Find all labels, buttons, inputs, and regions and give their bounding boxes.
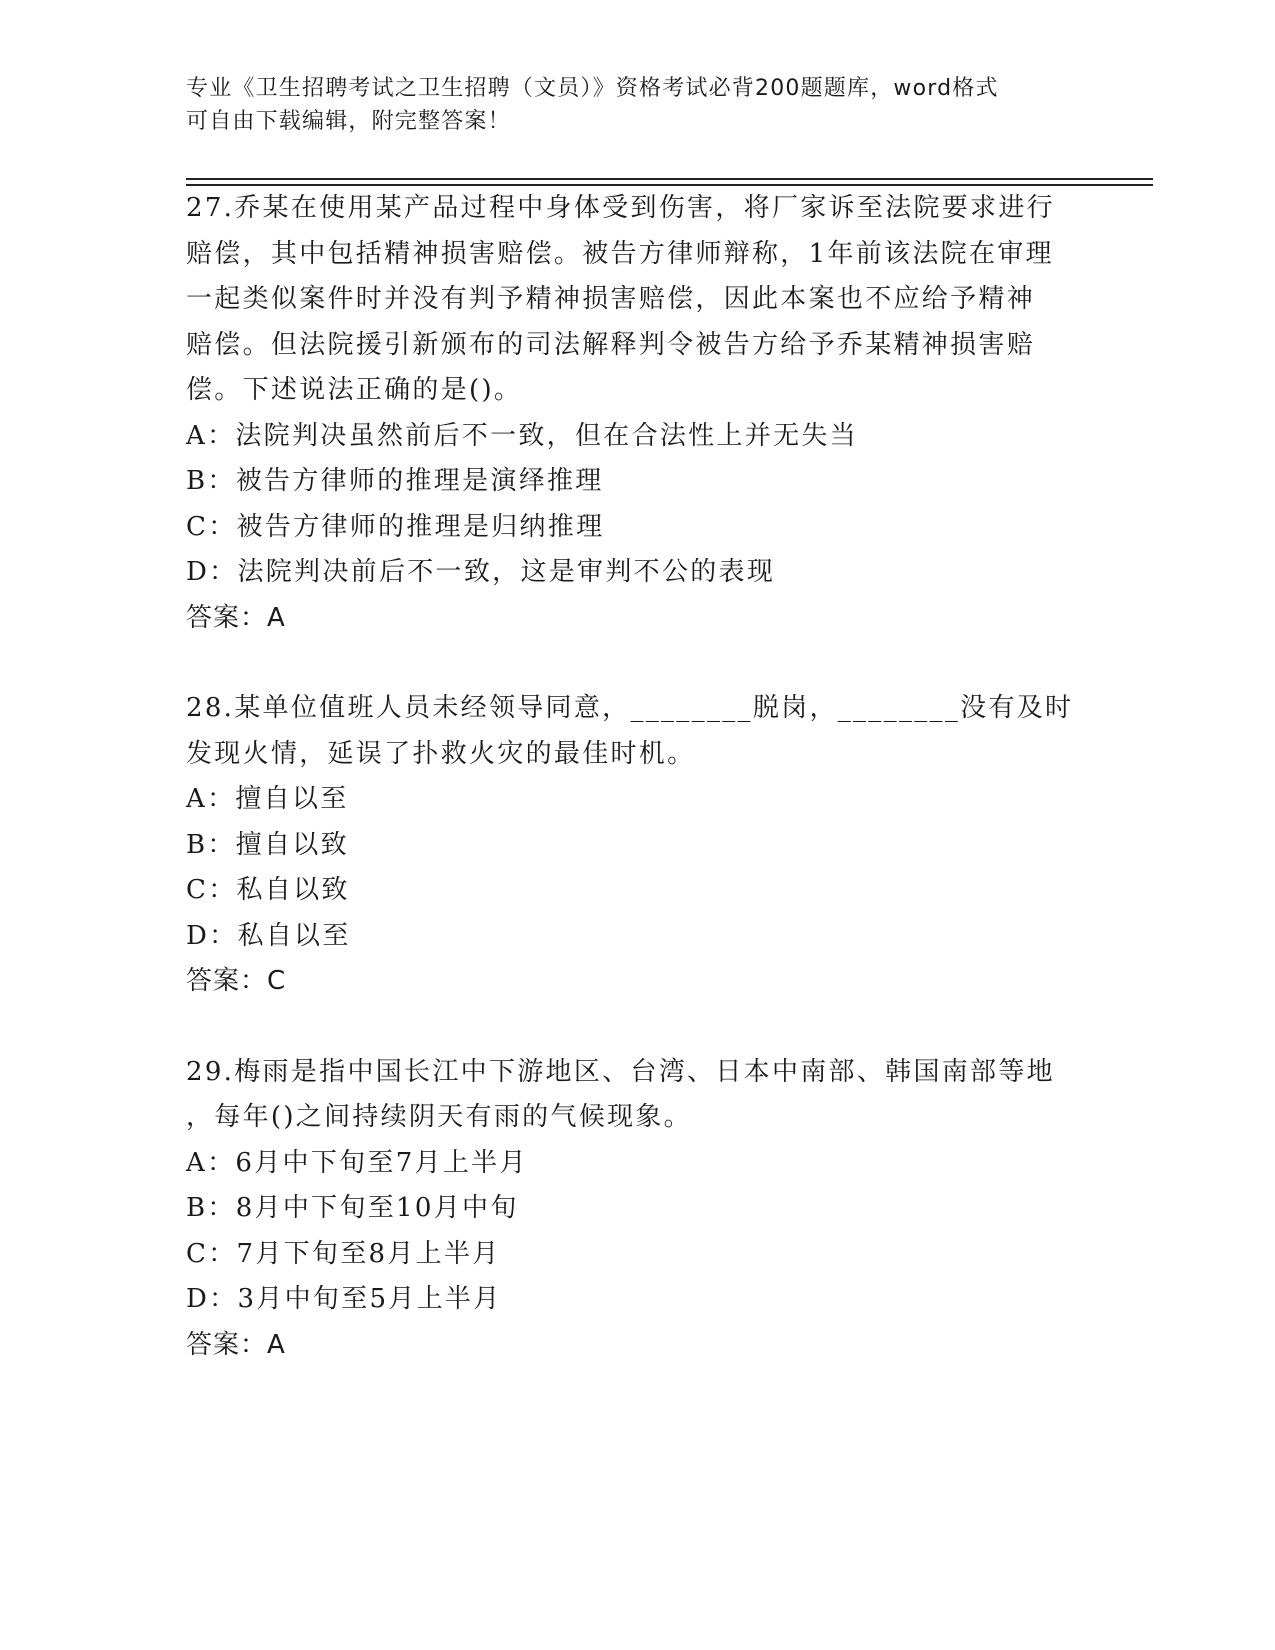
question-27 xyxy=(186,186,1086,641)
question-stem-line: 28.某单位值班人员未经领导同意，________脱岗，________没有及时 xyxy=(186,693,1074,723)
question-stem-line: ，每年()之间持续阴天有雨的气候现象。 xyxy=(186,1102,692,1132)
option-a: A：法院判决虽然前后不一致，但在合法性上并无失当 xyxy=(186,420,858,451)
option-d: D：法院判决前后不一致，这是审判不公的表现 xyxy=(186,557,776,587)
option-d: D：3月中旬至5月上半月 xyxy=(186,1284,502,1314)
header-divider-top xyxy=(186,178,1153,180)
option-a: A：6月中下旬至7月上半月 xyxy=(186,1147,528,1178)
answer-line xyxy=(186,1323,1086,1369)
question-stem-line: 赔偿。但法院援引新颁布的司法解释判令被告方给予乔某精神损害赔 xyxy=(186,329,1036,360)
question-stem-line: 偿。下述说法正确的是()。 xyxy=(186,375,523,405)
answer-value: C xyxy=(267,966,287,996)
answer-label: 答案： xyxy=(186,966,268,996)
answer-label: 答案： xyxy=(186,1329,268,1360)
answer-line xyxy=(186,596,1086,642)
header-line-1: 专业《卫生招聘考试之卫生招聘（文员）》资格考试必背200题题库，word格式 xyxy=(186,76,999,101)
option-d: D：私自以至 xyxy=(186,920,351,951)
option-b: B：被告方律师的推理是演绎推理 xyxy=(186,466,604,496)
option-b: B：擅自以致 xyxy=(186,829,349,860)
option-c: C：私自以致 xyxy=(186,875,350,905)
option-b: B：8月中下旬至10月中旬 xyxy=(186,1193,519,1223)
answer-value: A xyxy=(267,1329,286,1360)
option-c: C：被告方律师的推理是归纳推理 xyxy=(186,511,605,542)
option-a: A：擅自以至 xyxy=(186,784,349,814)
question-28 xyxy=(186,686,1086,1005)
answer-line xyxy=(186,959,1086,1005)
question-list xyxy=(186,186,1086,1413)
question-29 xyxy=(186,1050,1086,1369)
question-stem-line: 发现火情，延误了扑救火灾的最佳时机。 xyxy=(186,738,696,769)
question-stem-line: 29.梅雨是指中国长江中下游地区、台湾、日本中南部、韩国南部等地 xyxy=(186,1056,1055,1087)
answer-value: A xyxy=(267,602,286,633)
header-line-2: 可自由下载编辑，附完整答案！ xyxy=(186,109,511,134)
question-stem-line: 赔偿，其中包括精神损害赔偿。被告方律师辩称，1年前该法院在审理 xyxy=(186,238,1054,269)
question-stem-line: 27.乔某在使用某产品过程中身体受到伤害，将厂家诉至法院要求进行 xyxy=(186,193,1055,223)
document-header xyxy=(186,72,1086,138)
answer-label: 答案： xyxy=(186,602,268,633)
question-stem-line: 一起类似案件时并没有判予精神损害赔偿，因此本案也不应给予精神 xyxy=(186,284,1036,314)
option-c: C：7月下旬至8月上半月 xyxy=(186,1238,501,1269)
